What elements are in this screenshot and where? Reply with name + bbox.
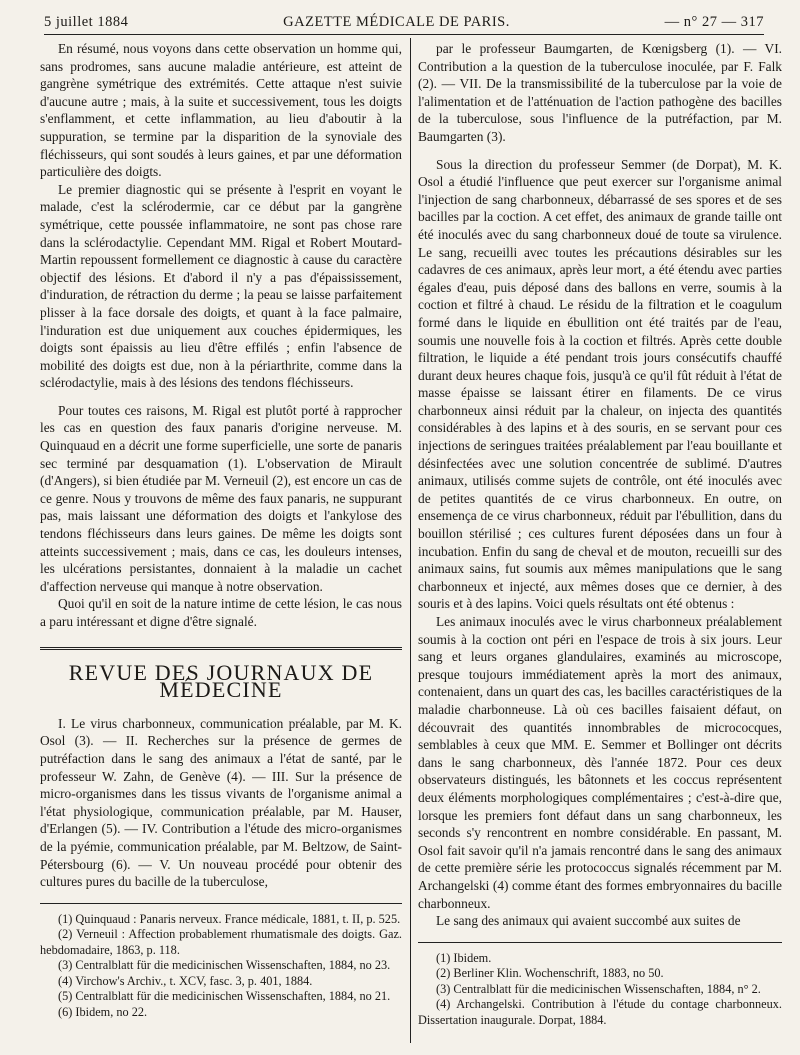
header-rule [44, 34, 764, 35]
paragraph: Sous la direction du professeur Semmer (de Dorpat), M. K. Osol a étudié l'influence que peut exercer sur l'organisme animal l'injection de sang charbonneux, débarrassé de ses spores et de ses bacilles par la coction. A cet effet, des animaux de grande taille ont été inoculés avec du sang charbonneux doué de toute sa virulence. Le sang, recueilli avec toutes les précautions désirables sur les cadavres de ces animaux, après leur mort, a été étendu avec parties égales d'eau, puis déposé dans des ballons en verre, soumis à la coction et filtré à chaud. Le résidu de la filtration et le coagulum formé dans le liquide en ébullition ont été traités par de l'eau, soumis une nouvelle fois à la coction et filtrés. Après cette double filtration, le liquide a été pendant trois jours consécutifs chauffé durant deux heures chaque fois, jusqu'à ce qu'il fût réduit à l'état de masse épaisse se laissant étirer en filaments. De ce virus charbonneux ainsi réduit par la chaleur, on injecta des quantités considérables à des lapins et à des souris, en se servant pour ces injections de seringues traitées préalablement par l'eau bouillante et désinfectées avec une solution concentrée de sublimé. D'autres animaux, utilisés comme sujets de contrôle, ont été inoculés avec de petites quantités de ce virus charbonneux. En outre, on ensemença de ce virus charbonneux, réduit par l'ébullition, dans du bouillon stérilisé ; ces cultures furent déposées dans un four à incubation. Enfin du sang de cheval et de mouton, recueilli sur des animaux sains, fut soumis aux mêmes manipulations que le sang charbonneux et injecté, aux mêmes doses que ce dernier, à des souris et à des lapins. Voici quels résultats ont été obtenus : [418, 156, 782, 612]
paragraph: Le premier diagnostic qui se présente à l'esprit en voyant le malade, c'est la sclérodermie, car ce début par la gangrène symétrique, cette poussée inflammatoire, ne sont pas chose rare dans la sclérodactylie. Cependant MM. Rigal et Robert Moutard-Martin repoussent formellement ce diagnostic à cause du caractère objectif des lésions. Et d'abord il n'y a pas d'épaississement, d'induration, de rétraction du derme ; la peau se laisse parfaitement plisser à la face dorsale des doigts, et quant à la face palmaire, l'induration est due uniquement aux couches épidermiques, les doigts sont épaissis au lieu d'être effilés ; enfin l'absence de mobilité des doigts est due, non à la périarthrite, comme dans la sclérodactylie, mais à des lésions des tendons fléchisseurs. [40, 181, 402, 391]
footnote: (3) Centralblatt für die medicinischen Wissenschaften, 1884, no 23. [58, 958, 391, 973]
paragraph: Quoi qu'il en soit de la nature intime de cette lésion, le cas nous a paru intéressant et digne d'être signalé. [40, 596, 402, 629]
header-number: — n° 27 — 317 [664, 14, 764, 30]
section-rule [40, 647, 402, 650]
footnote: (2) Verneuil : Affection probablement rhumatismale des doigts. Gaz. hebdomadaire, 1863, p. 118. [40, 927, 402, 957]
left-column [40, 40, 402, 1020]
column-divider [410, 38, 411, 1043]
revue-list: I. Le virus charbonneux, communication préalable, par M. K. Osol (3). — II. Recherches sur la présence de germes de putréfaction dans le sang des animaux a l'état de santé, par le professeur W. Zahn, de Genève (4). — III. Sur la présence de micro-organismes dans les tissus vivants de l'organisme animal a l'état physiologique, communication préalable, par M. Hauser, d'Erlangen (5). — IV. Contribution a l'étude des micro-organismes de la pyémie, communication préalable, par M. Beltzow, de Saint-Pétersbourg (6). — V. Un nouveau procédé pour obtenir des cultures pures du bacille de la tuberculose, [40, 715, 402, 890]
paragraph: Le sang des animaux qui avaient succombé aux suites de [436, 913, 741, 929]
footnote: (6) Ibidem, no 22. [58, 1004, 148, 1019]
footnote-rule [418, 942, 782, 943]
header-title: GAZETTE MÉDICALE DE PARIS. [283, 14, 510, 30]
footnote: (2) Berliner Klin. Wochenschrift, 1883, no 50. [436, 966, 664, 981]
footnote: (3) Centralblatt für die medicinischen Wissenschaften, 1884, n° 2. [436, 981, 761, 996]
paragraph: En résumé, nous voyons dans cette observation un homme qui, sans prodromes, sans aucune maladie antérieure, est atteint de gangrène symétrique des extrémités. Cette attaque n'est suivie d'aucune autre ; mais, à la suite et successivement, tous les doigts s'enflamment, et cette inflammation, au lieu d'aboutir à la suppuration, se termine par la disparition de la synoviale des fléchisseurs, qui sont soudés à leurs gaines, et par une déformation particulière des doigts. [40, 41, 402, 180]
header-date: 5 juillet 1884 [44, 14, 129, 30]
page-header [44, 14, 764, 34]
paragraph: Pour toutes ces raisons, M. Rigal est plutôt porté à rapprocher les cas en question des faux panaris d'origine nerveuse. M. Quinquaud en a décrit une forme superficielle, une sorte de panaris sec terminé par desquamation (1). L'observation de Mirault (d'Angers), si bien étudiée par M. Verneuil (2), est encore un cas de ce genre. Nous y trouvons de même des faux panaris, ne suppurant pas, mais laissant une déformation des doigts et l'ankylose des tendons fléchisseurs dans leurs gaines. De même les doigts sont atteints successivement ; mais, dans ce cas, les douleurs intenses, les ulcérations persistantes, donnaient à la maladie un cachet d'affection nerveuse qui manque à notre observation. [40, 402, 402, 594]
footnote: (4) Virchow's Archiv., t. XCV, fasc. 3, p. 401, 1884. [58, 973, 313, 988]
footnote: (1) Quinquaud : Panaris nerveux. France médicale, 1881, t. II, p. 525. [58, 911, 401, 926]
right-column [418, 40, 782, 1028]
footnote-rule [40, 903, 402, 904]
paragraph: Les animaux inoculés avec le virus charbonneux préalablement soumis à la coction ont péri en l'espace de trois à six jours. Leur sang et leurs organes glandulaires, examinés au microscope, presque toujours immédiatement après la mort des animaux, contenaient, dans un quart des cas, les bacilles caractéristiques de la maladie charbonneuse. Là où ces bacilles faisaient défaut, on découvrait des quantités innombrables de micrococques, semblables à ceux que MM. E. Semmer et Bollinger ont décrits dans le sang charbonneux, dès l'année 1872. Pour ces deux observateurs distingués, les bâtonnets et les coccus représentent deux éléments morphologiques complémentaires ; c'est-à-dire que, lorsque les premiers font défaut dans un sang charbonneux, les seconds s'y rencontrent en nombre considérable. En passant, M. Osol fait savoir qu'il n'a jamais rencontré dans le sang des animaux de cette première série les protococcus signalés récemment par M. Archangelski (4) comme étant des formes embryonnaires du bacille charbonneux. [418, 614, 782, 911]
revue-list-continued: par le professeur Baumgarten, de Kœnigsberg (1). — VI. Contribution a la question de la tuberculose inoculée, par F. Falk (2). — VII. De la transmissibilité de la tuberculose par la voie de l'alimentation et de l'atténuation de l'action pathogène des bacilles de la tuberculose, sous l'influence de la putréfaction, par M. Baumgarten (3). [418, 41, 782, 144]
footnote: (5) Centralblatt für die medicinischen Wissenschaften, 1884, no 21. [58, 989, 391, 1004]
footnotes [418, 951, 782, 1029]
footnote: (1) Ibidem. [436, 950, 492, 965]
footnote: (4) Archangelski. Contribution à l'étude du contage charbonneux. Dissertation inaugurale. Dorpat, 1884. [418, 997, 782, 1027]
section-title: REVUE DES JOURNAUX DE MÉDECINE [68, 659, 374, 703]
footnotes [40, 912, 402, 1021]
